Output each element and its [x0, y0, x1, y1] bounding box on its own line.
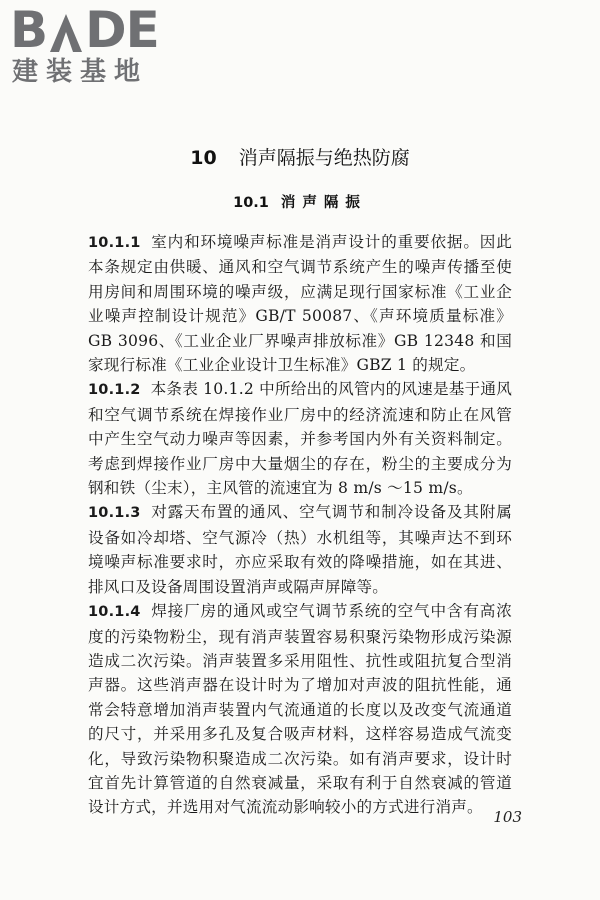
clause-number: 10.1.3	[88, 505, 141, 522]
clause-number: 10.1.1	[88, 235, 141, 251]
logo-subtitle: 建装基地	[12, 57, 149, 87]
chapter-title: 消声隔振与绝热防腐	[238, 147, 410, 169]
page-number: 103	[493, 808, 522, 826]
clause-text: 本条表 10.1.2 中所给出的风管内的风速是基于通风和空气调节系统在焊接作业厂房中的经济流速和防止在风管中产生空气动力噪声等因素，并参考国内外有关资料制定。考虑到焊接作业厂房中大量烟尘的存在，粉尘的主要成分为钢和铁（尘末），主风管的流速宜为 8 m/s ～15 m/s。	[88, 380, 512, 498]
logo-letters-de: DE	[85, 1, 159, 59]
chapter-number: 10	[190, 147, 217, 169]
clause-text: 对露天布置的通风、空气调节和制冷设备及其附属设备如冷却塔、空气源冷（热）水机组等，其噪声达不到环境噪声标准要求时，亦应采取有效的降噪措施，如在其进、排风口及设备周围设置消声或隔声屏障等。	[88, 503, 512, 596]
clause-paragraph	[88, 230, 512, 377]
clause-paragraph	[88, 500, 512, 599]
clause-text: 室内和环境噪声标准是消声设计的重要依据。因此本条规定由供暖、通风和空气调节系统产生的噪声传播至使用房间和周围环境的噪声级，应满足现行国家标准《工业企业噪声控制设计规范》GB/T 50087、《声环境质量标准》GB 3096、《工业企业厂界噪声排放标准》GB 12348 和国家现行标准《工业企业设计卫生标准》GBZ 1 的规定。	[88, 233, 512, 375]
body-text	[88, 230, 512, 820]
clause-paragraph	[88, 599, 512, 820]
clause-text: 焊接厂房的通风或空气调节系统的空气中含有高浓度的污染物粉尘，现有消声装置容易积聚污染物形成污染源造成二次污染。消声装置多采用阻性、抗性或阻抗复合型消声器。这些消声器在设计时为了增加对声波的阻抗性能，通常会特意增加消声装置内气流通道的长度以及改变气流通道的尺寸，并采用多孔及复合吸声材料，这样容易造成气流变化，导致污染物积聚造成二次污染。如有消声要求，设计时宜首先计算管道的自然衰减量，采取有利于自然衰减的管道设计方式，并选用对气流流动影响较小的方式进行消声。	[88, 602, 512, 817]
clause-paragraph	[88, 377, 512, 500]
section-number: 10.1	[233, 195, 269, 211]
section-title: 消声隔振	[280, 195, 367, 211]
section-heading	[0, 192, 600, 214]
logo-wordmark	[10, 2, 159, 58]
clause-number: 10.1.2	[88, 382, 141, 399]
chapter-heading	[0, 146, 600, 170]
logo-letter-a-mark	[49, 12, 83, 52]
logo-letter-b: B	[10, 1, 48, 59]
bade-logo	[10, 2, 180, 88]
clause-number: 10.1.4	[88, 604, 141, 621]
